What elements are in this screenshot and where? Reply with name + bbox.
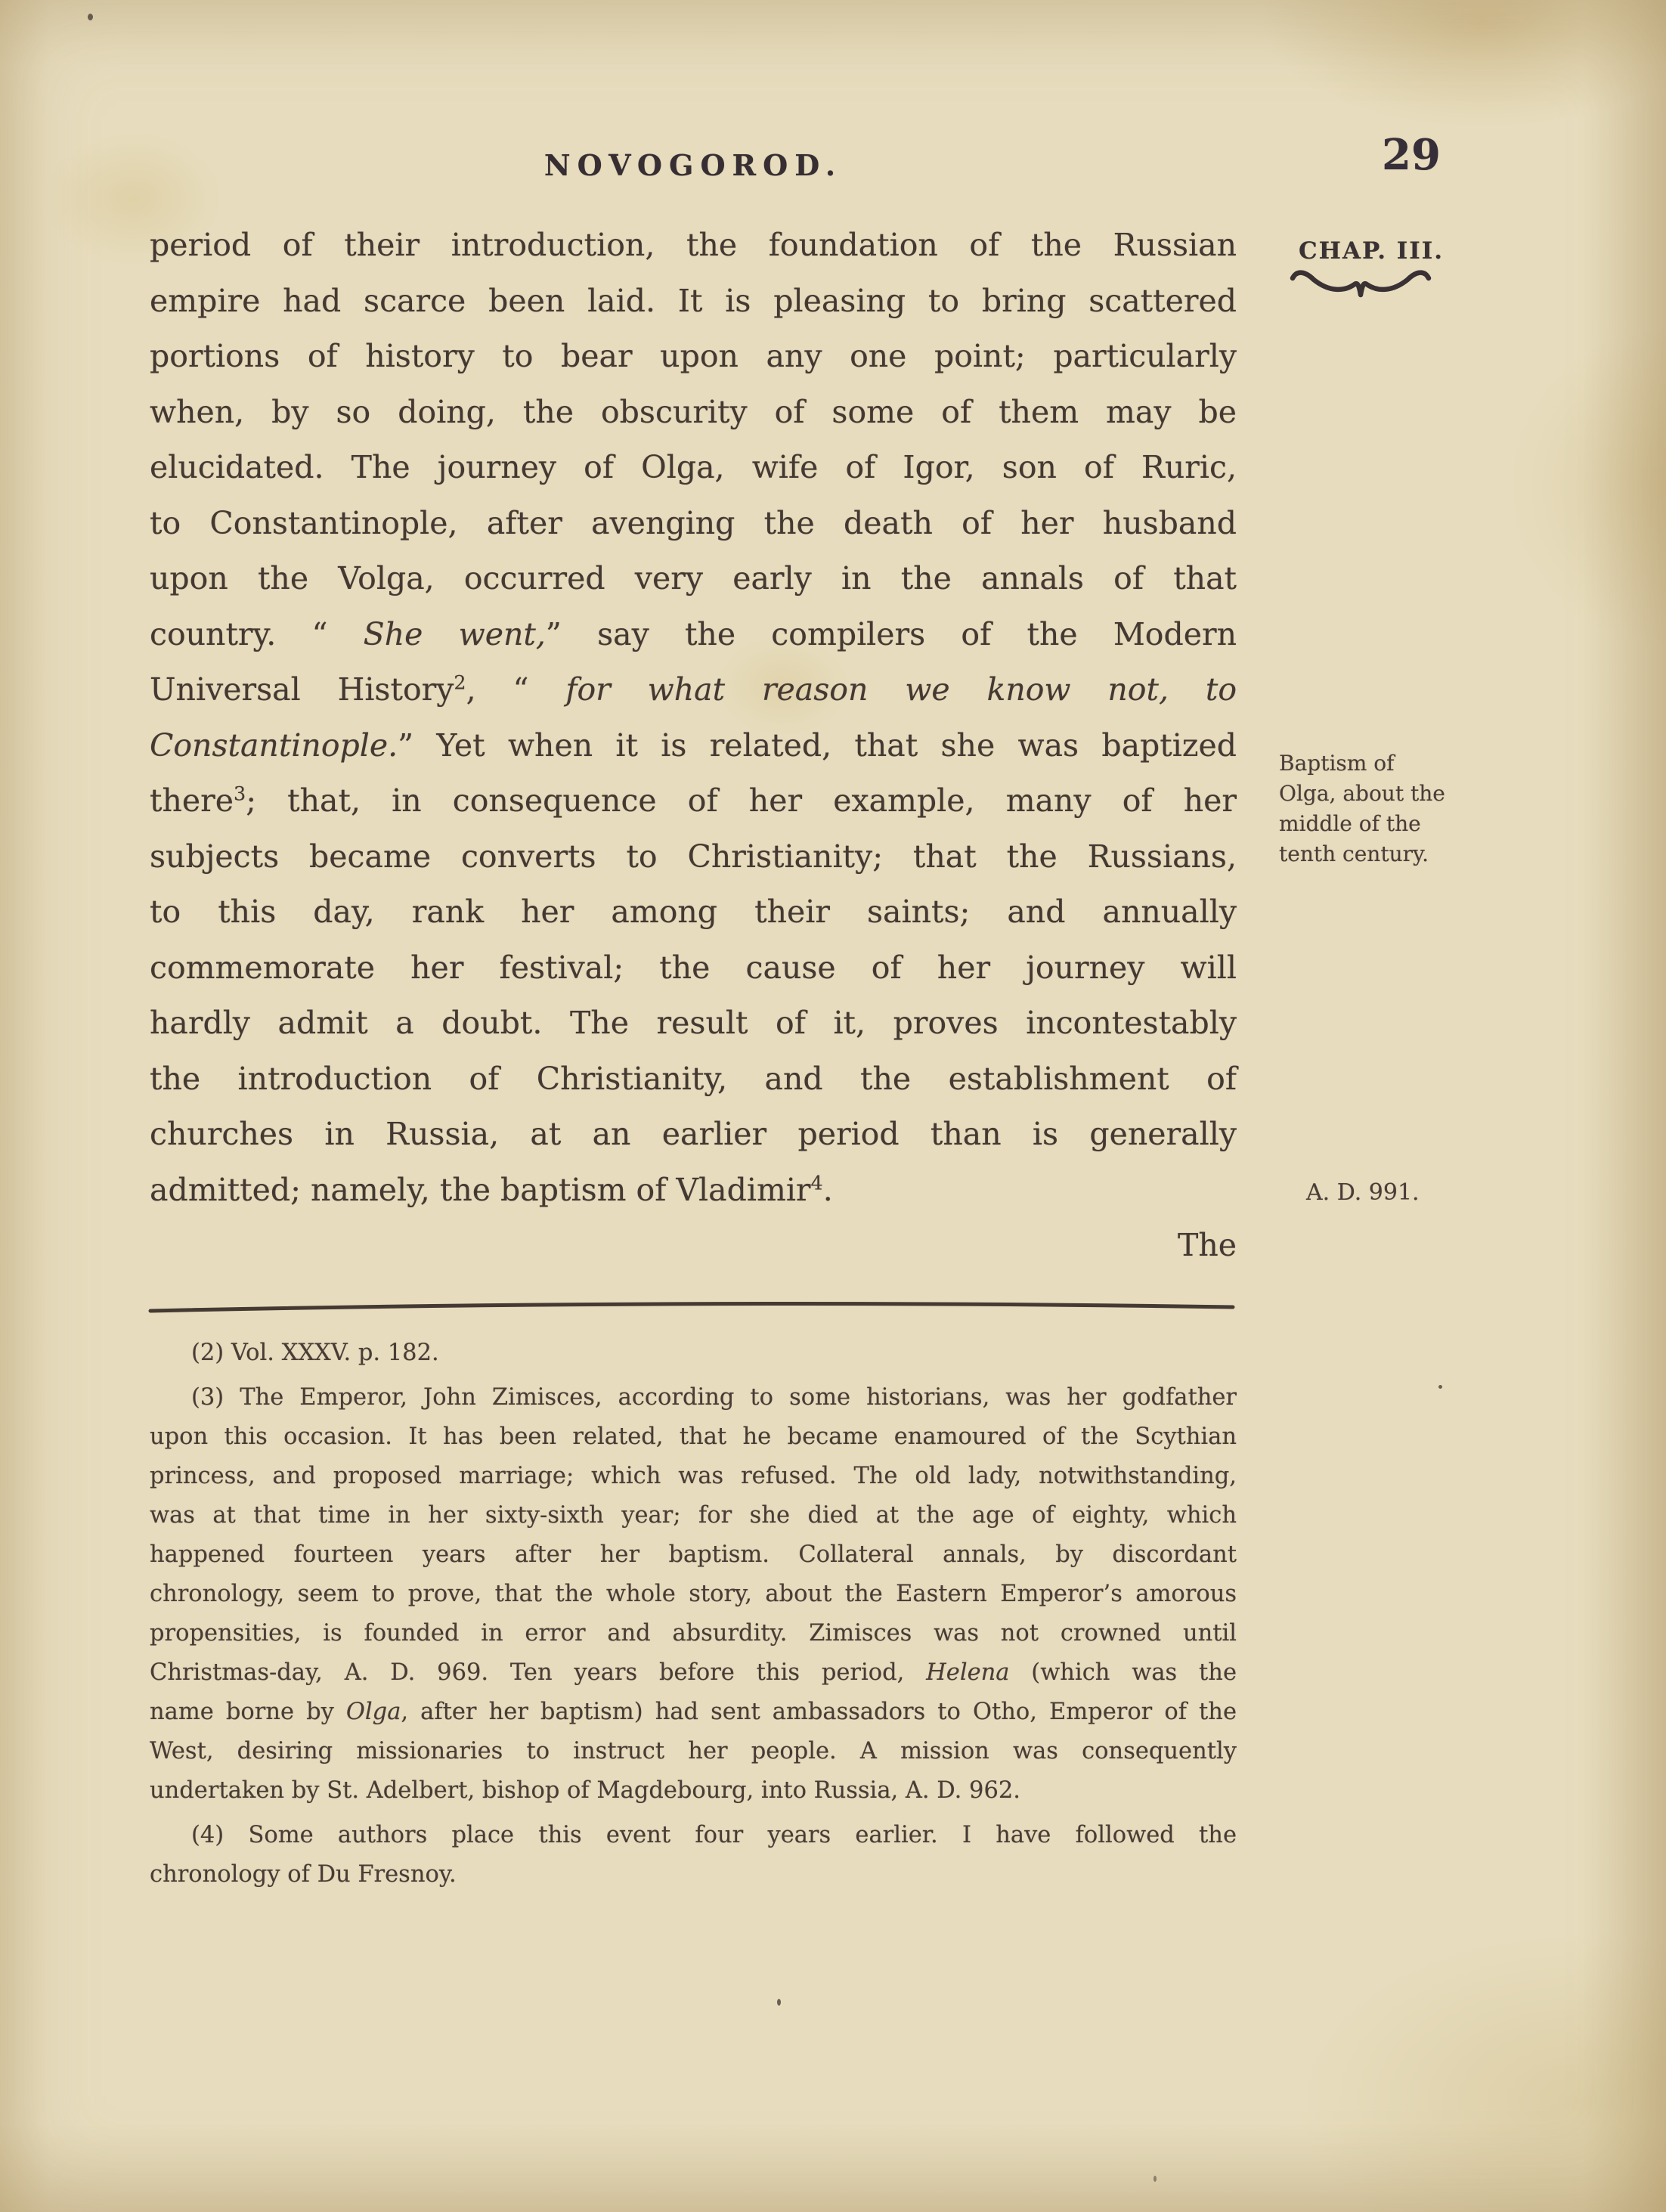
text-segment: (which was the — [1009, 1659, 1237, 1686]
italic-text: Olga — [345, 1699, 401, 1725]
text-segment: undertaken by St. Adelbert, bishop of Magdebourg, into Russia, A. D. 962. — [150, 1777, 1020, 1804]
text-segment: West, desiring missionaries to instruct her people. A mission was consequently — [150, 1738, 1237, 1764]
margin-note-line: tenth century. — [1279, 841, 1429, 866]
text-line — [150, 940, 1237, 996]
text-line — [150, 496, 1237, 552]
paper-speck — [1438, 1385, 1442, 1389]
text-line — [150, 607, 1237, 663]
text-segment: propensities, is founded in error and absurdity. Zimisces was not crowned until — [150, 1620, 1237, 1647]
text-segment: name borne by — [150, 1699, 346, 1725]
margin-note-date: A. D. 991. — [1306, 1179, 1420, 1206]
text-segment: . — [822, 1171, 833, 1208]
text-line — [150, 218, 1237, 274]
text-line — [150, 329, 1237, 385]
text-segment: empire had scarce been laid. It is pleasing to bring scattered — [150, 282, 1237, 319]
chapter-brace-ornament — [1287, 268, 1435, 310]
text-segment: chronology of Du Fresnoy. — [150, 1861, 457, 1888]
text-segment: happened fourteen years after her baptism. Collateral annals, by discordant — [150, 1541, 1237, 1568]
running-title: NOVOGOROD. — [543, 148, 843, 182]
margin-note-baptism — [1279, 748, 1536, 869]
text-line — [150, 551, 1237, 607]
italic-text: for what reason we know not, to — [565, 671, 1237, 708]
text-line — [150, 1732, 1237, 1771]
text-line — [150, 1334, 1237, 1373]
italic-text: She went, — [363, 615, 546, 652]
text-segment: churches in Russia, at an earlier period than is generally — [150, 1116, 1237, 1152]
text-line — [150, 1653, 1237, 1693]
text-segment: ” say the compilers of the Modern — [545, 615, 1237, 652]
text-segment: (3) The Emperor, John Zimisces, according to some historians, was her godfather — [191, 1384, 1237, 1411]
text-line — [150, 1535, 1237, 1575]
text-segment: was at that time in her sixty-sixth year; for she died at the age of eighty, which — [150, 1502, 1237, 1529]
text-segment: upon this occasion. It has been related, that he became enamoured of the Scythian — [150, 1424, 1237, 1450]
footnote-reference: 3 — [234, 782, 246, 805]
text-segment: , “ — [466, 671, 566, 708]
text-segment: elucidated. The journey of Olga, wife of Igor, son of Ruric, — [150, 449, 1237, 485]
margin-note-line: Olga, about the — [1279, 781, 1445, 806]
text-line — [150, 1816, 1237, 1855]
body-text — [150, 218, 1237, 1274]
text-segment: subjects became converts to Christianity; that the Russians, — [150, 838, 1237, 875]
text-line — [150, 1417, 1237, 1457]
text-segment: Universal History — [150, 671, 454, 708]
text-segment: admitted; namely, the baptism of Vladimir — [150, 1171, 811, 1208]
text-line — [150, 1693, 1237, 1732]
text-segment: Christmas-day, A. D. 969. Ten years before this period, — [150, 1659, 927, 1686]
brace-squiggle-icon — [1287, 268, 1435, 307]
text-segment: ; that, in consequence of her example, many of her — [246, 782, 1237, 819]
text-line — [150, 1163, 1237, 1219]
italic-text: Constantinople. — [150, 726, 398, 764]
text-segment: to Constantinople, after avenging the death of her husband — [150, 504, 1237, 541]
footnotes — [150, 1334, 1237, 1894]
text-segment: The — [1177, 1227, 1237, 1263]
text-segment: to this day, rank her among their saints; and annually — [150, 894, 1237, 930]
footnote-reference: 4 — [810, 1170, 823, 1194]
paper-speck — [88, 14, 93, 20]
text-line — [150, 1378, 1237, 1417]
text-segment: hardly admit a doubt. The result of it, proves incontestably — [150, 1005, 1237, 1041]
paper-speck — [1154, 2176, 1157, 2182]
text-line — [150, 884, 1237, 940]
text-segment: upon the Volga, occurred very early in the annals of that — [150, 560, 1237, 596]
text-line — [150, 773, 1237, 829]
text-line — [150, 718, 1237, 774]
text-segment: country. “ — [150, 615, 364, 652]
text-segment: (2) Vol. XXXV. p. 182. — [191, 1340, 439, 1366]
text-line — [150, 1614, 1237, 1653]
text-segment: ” Yet when it is related, that she was baptized — [398, 726, 1237, 764]
text-line — [150, 1107, 1237, 1163]
text-line — [150, 440, 1237, 496]
text-segment: when, by so doing, the obscurity of some of them may be — [150, 393, 1237, 430]
text-segment: there — [150, 782, 234, 819]
text-line — [150, 385, 1237, 441]
text-line — [150, 662, 1237, 718]
text-segment: the introduction of Christianity, and the establishment of — [150, 1060, 1237, 1097]
text-segment: princess, and proposed marriage; which was refused. The old lady, notwithstanding, — [150, 1463, 1237, 1489]
text-line — [150, 1771, 1237, 1811]
text-line — [150, 274, 1237, 330]
margin-note-line: middle of the — [1279, 811, 1421, 836]
footnote-separator-rule — [147, 1296, 1236, 1318]
text-line — [150, 1575, 1237, 1614]
italic-text: Helena — [926, 1659, 1010, 1686]
chapter-heading: CHAP. III. — [1299, 237, 1445, 265]
text-line — [150, 1052, 1237, 1108]
text-segment: commemorate her festival; the cause of her journey will — [150, 949, 1237, 986]
paper-speck — [777, 1999, 781, 2006]
text-line — [150, 996, 1237, 1052]
margin-note-line: Baptism of — [1279, 751, 1395, 776]
text-segment: , after her baptism) had sent ambassadors to Otho, Emperor of the — [401, 1699, 1237, 1725]
text-line — [150, 1496, 1237, 1535]
page-number: 29 — [1382, 130, 1441, 180]
text-segment: period of their introduction, the foundation of the Russian — [150, 227, 1237, 263]
catchword — [150, 1218, 1237, 1274]
text-segment: (4) Some authors place this event four years earlier. I have followed the — [191, 1822, 1237, 1848]
text-segment: chronology, seem to prove, that the whole story, about the Eastern Emperor’s amorous — [150, 1581, 1237, 1607]
text-line — [150, 1457, 1237, 1496]
text-line — [150, 1855, 1237, 1894]
text-line — [150, 829, 1237, 885]
text-segment: portions of history to bear upon any one point; particularly — [150, 338, 1237, 374]
footnote-reference: 2 — [454, 671, 466, 694]
